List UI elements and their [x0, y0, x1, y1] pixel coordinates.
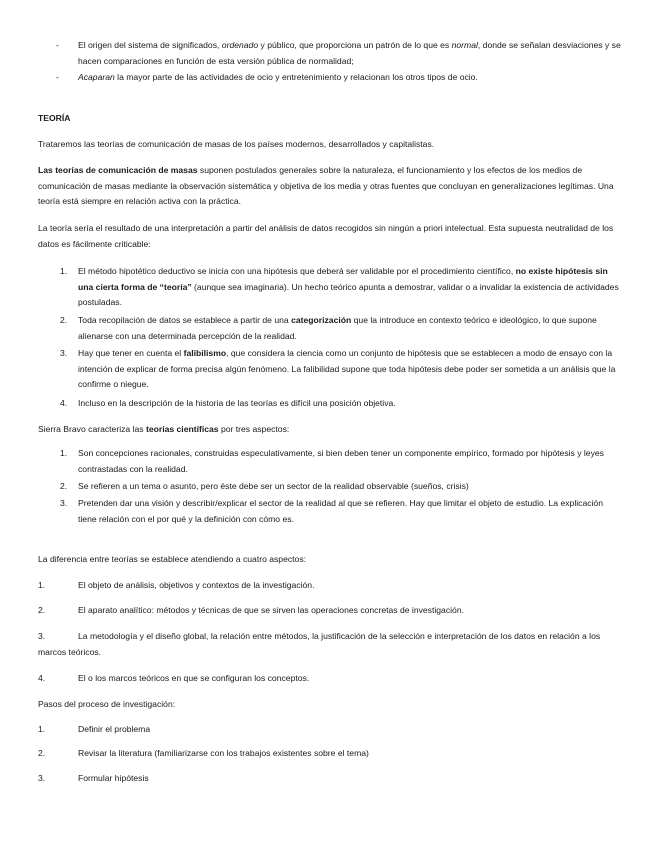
- list-item: Revisar la literatura (familiarizarse con los trabajos existentes sobre el tema): [78, 748, 369, 758]
- list-number: 3.: [38, 631, 46, 641]
- list-item: Formular hipótesis: [78, 773, 149, 783]
- list-item: El origen del sistema de significados, ordenado y público, que proporciona un patrón de lo que es normal, donde se señalan desviaciones y se hacen comparaciones en función de esta versión pública de normalidad;: [78, 40, 621, 66]
- list-number: 2.: [38, 748, 46, 758]
- list-number: 3.: [38, 773, 46, 783]
- list-item: Acaparan la mayor parte de las actividades de ocio y entretenimiento y relacionan los otros tipos de ocio.: [78, 72, 478, 82]
- list-number: 1.: [60, 266, 68, 276]
- list-number: 2.: [60, 481, 68, 491]
- list-item: Son concepciones racionales, construidas especulativamente, si bien deben tener un componente empírico, formado por hipótesis y leyes contrastadas con la realidad.: [78, 448, 604, 474]
- list-item: El método hipotético deductivo se inicia con una hipótesis que deberá ser validable por el procedimiento científico, no existe hipótesis sin una cierta forma de “teoría” (aunque sea imaginaria). Un hecho teórico apunta a demostrar, validar o a invalidar la existencia de actividades postuladas.: [78, 266, 619, 307]
- list-number: 3.: [60, 348, 68, 358]
- list-item: Toda recopilación de datos se establece a partir de una categorización que la introduce en contexto teórico e ideológico, lo que supone alienarse con una determinada percepción de la realidad.: [78, 315, 597, 341]
- list-number: 3.: [60, 498, 68, 508]
- list-item: Definir el problema: [78, 724, 151, 734]
- list-marker: -: [56, 72, 59, 82]
- list-number: 1.: [60, 448, 68, 458]
- list-marker: -: [56, 40, 59, 50]
- paragraph: La teoría sería el resultado de una interpretación a partir del análisis de datos recogidos sin ningún a priori intelectual. Esta supuesta neutralidad de los datos es fácilmente criticable:: [38, 223, 614, 249]
- paragraph: Las teorías de comunicación de masas suponen postulados generales sobre la naturaleza, el funcionamiento y los efectos de los medios de comunicación de masas mediante la observación sistemática y objetiva de los media y otras fuentes que concluyan en generalizaciones legítimas. Una teoría está siempre en relación activa con la práctica.: [38, 165, 614, 206]
- list-item: 3. La metodología y el diseño global, la relación entre métodos, la justificación de la selección e interpretación de los datos en relación a los marcos teóricos.: [38, 631, 601, 657]
- paragraph: Trataremos las teorías de comunicación de masas de los países modernos, desarrollados y capitalistas.: [38, 139, 435, 149]
- list-number: 4.: [60, 398, 68, 408]
- section-heading: TEORÍA: [38, 113, 71, 123]
- list-item: El objeto de análisis, objetivos y contextos de la investigación.: [78, 580, 315, 590]
- list-item: El aparato analítico: métodos y técnicas de que se sirven las operaciones concretas de investigación.: [78, 605, 464, 615]
- list-item: Incluso en la descripción de la historia de las teorías es difícil una posición objetiva.: [78, 398, 396, 408]
- list-item: Hay que tener en cuenta el falibilismo, que considera la ciencia como un conjunto de hipótesis que se establecen a modo de ensayo con la intención de explicar de forma precisa algún fenómeno. La falibilidad supone que toda hipótesis debe poder ser sometida a un análisis que la confirme o niegue.: [78, 348, 616, 389]
- list-item: Se refieren a un tema o asunto, pero éste debe ser un sector de la realidad observable (sueños, crisis): [78, 481, 469, 491]
- paragraph: Pasos del proceso de investigación:: [38, 699, 176, 709]
- list-number: 2.: [60, 315, 68, 325]
- list-number: 4.: [38, 673, 46, 683]
- list-number: 2.: [38, 605, 46, 615]
- list-item: Pretenden dar una visión y describir/explicar el sector de la realidad al que se refieren. Hay que limitar el objeto de estudio. La explicación tiene relación con el por qué y la definición con cómo es.: [78, 498, 603, 524]
- list-item: El o los marcos teóricos en que se configuran los conceptos.: [78, 673, 310, 683]
- paragraph: Sierra Bravo caracteriza las teorías científicas por tres aspectos:: [38, 424, 290, 434]
- list-number: 1.: [38, 724, 46, 734]
- list-number: 1.: [38, 580, 46, 590]
- paragraph: La diferencia entre teorías se establece atendiendo a cuatro aspectos:: [38, 554, 307, 564]
